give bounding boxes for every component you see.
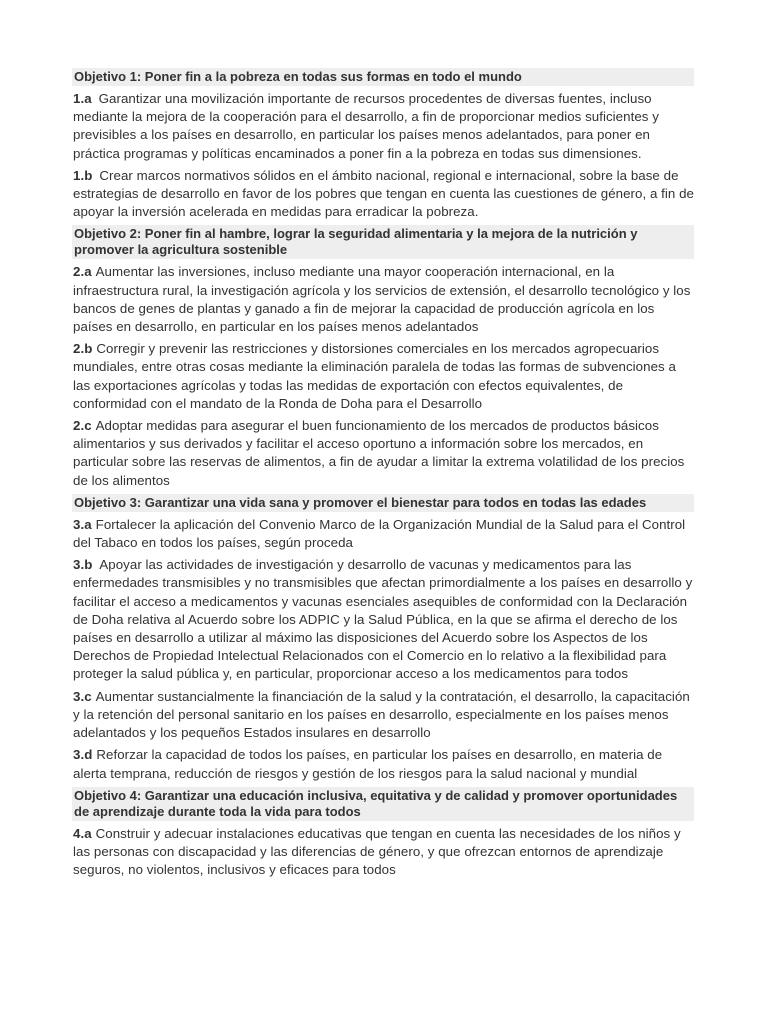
target-number: 2.b (73, 341, 93, 357)
target-number: 2.c (73, 418, 92, 434)
objective-heading: Objetivo 3: Garantizar una vida sana y promover el bienestar para todos en todas las edades (72, 494, 694, 512)
target-text: Garantizar una movilización importante de recursos procedentes de diversas fuentes, incluso mediante la mejora de la cooperación para el desarrollo, a fin de proporcionar medios suficientes y previsibles a los países en desarrollo, en particular los países menos adelantados, para poner en práctica programas y políticas encaminados a poner fin a la pobreza en todas sus dimensiones. (73, 91, 659, 161)
objective-heading: Objetivo 1: Poner fin a la pobreza en todas sus formas en todo el mundo (72, 68, 694, 86)
target-number: 2.a (73, 264, 92, 280)
target-text: Corregir y prevenir las restricciones y distorsiones comerciales en los mercados agropecuarios mundiales, entre otras cosas mediante la eliminación paralela de todas las formas de subvenciones a las exportaciones agrícolas y todas las medidas de exportación con efectos equivalentes, de conformidad con el mandato de la Ronda de Doha para el Desarrollo (73, 341, 676, 411)
target-paragraph (72, 90, 694, 163)
objective-section-1 (72, 68, 694, 221)
target-text: Crear marcos normativos sólidos en el ámbito nacional, regional e internacional, sobre la base de estrategias de desarrollo en favor de los pobres que tengan en cuenta las cuestiones de género, a fin de apoyar la inversión acelerada en medidas para erradicar la pobreza. (73, 167, 694, 220)
target-paragraph (72, 417, 694, 490)
target-paragraph (72, 167, 694, 222)
target-text: Aumentar sustancialmente la financiación de la salud y la contratación, el desarrollo, la capacitación y la retención del personal sanitario en los países en desarrollo, especialmente en los países menos adelantados y los pequeños Estados insulares en desarrollo (73, 688, 690, 741)
target-paragraph (72, 746, 694, 782)
target-number: 3.c (73, 688, 92, 704)
target-paragraph (72, 263, 694, 336)
target-paragraph (72, 516, 694, 552)
target-text: Adoptar medidas para asegurar el buen funcionamiento de los mercados de productos básicos alimentarios y sus derivados y facilitar el acceso oportuno a información sobre los mercados, en particular sobre las reservas de alimentos, a fin de ayudar a limitar la extrema volatilidad de los precios de los alimentos (73, 418, 685, 488)
target-paragraph (72, 556, 694, 683)
target-paragraph (72, 825, 694, 880)
objective-section-4 (72, 787, 694, 880)
target-number: 3.d (73, 747, 93, 763)
target-text: Apoyar las actividades de investigación y desarrollo de vacunas y medicamentos para las enfermedades transmisibles y no transmisibles que afectan primordialmente a los países en desarrollo y facilitar el acceso a medicamentos y vacunas esenciales asequibles de conformidad con la Declaración de Doha relativa al Acuerdo sobre los ADPIC y la Salud Pública, en la que se afirma el derecho de los países en desarrollo a utilizar al máximo las disposiciones del Acuerdo sobre los Aspectos de los Derechos de Propiedad Intelectual Relacionados con el Comercio en lo relativo a la flexibilidad para proteger la salud pública y, en particular, proporcionar acceso a los medicamentos para todos (73, 557, 693, 682)
target-number: 4.a (73, 825, 92, 841)
target-number: 1.a (73, 91, 92, 106)
target-number: 3.b (73, 557, 93, 573)
target-text: Fortalecer la aplicación del Convenio Marco de la Organización Mundial de la Salud para el Control del Tabaco en todos los países, según proceda (73, 516, 686, 551)
target-paragraph (72, 340, 694, 413)
target-text: Reforzar la capacidad de todos los países, en particular los países en desarrollo, en materia de alerta temprana, reducción de riesgos y gestión de los riesgos para la salud nacional y mundial (73, 747, 663, 781)
target-paragraph (72, 688, 694, 743)
objective-section-3 (72, 494, 694, 783)
target-text: Construir y adecuar instalaciones educativas que tengan en cuenta las necesidades de los niños y las personas con discapacidad y las diferencias de género, y que ofrezcan entornos de aprendizaje seguros, no violentos, inclusivos y eficaces para todos (73, 825, 681, 878)
target-number: 3.a (73, 516, 92, 532)
objective-section-2 (72, 225, 694, 489)
document-page (72, 67, 694, 883)
objective-heading: Objetivo 2: Poner fin al hambre, lograr la seguridad alimentaria y la mejora de la nutrición y promover la agricultura sostenible (72, 225, 694, 259)
target-number: 1.b (73, 167, 93, 183)
target-text: Aumentar las inversiones, incluso mediante una mayor cooperación internacional, en la infraestructura rural, la investigación agrícola y los servicios de extensión, el desarrollo tecnológico y los bancos de genes de plantas y ganado a fin de mejorar la capacidad de producción agrícola en los países en desarrollo, en particular en los países menos adelantados (73, 264, 691, 335)
objective-heading: Objetivo 4: Garantizar una educación inclusiva, equitativa y de calidad y promover oportunidades de aprendizaje durante toda la vida para todos (72, 787, 694, 821)
